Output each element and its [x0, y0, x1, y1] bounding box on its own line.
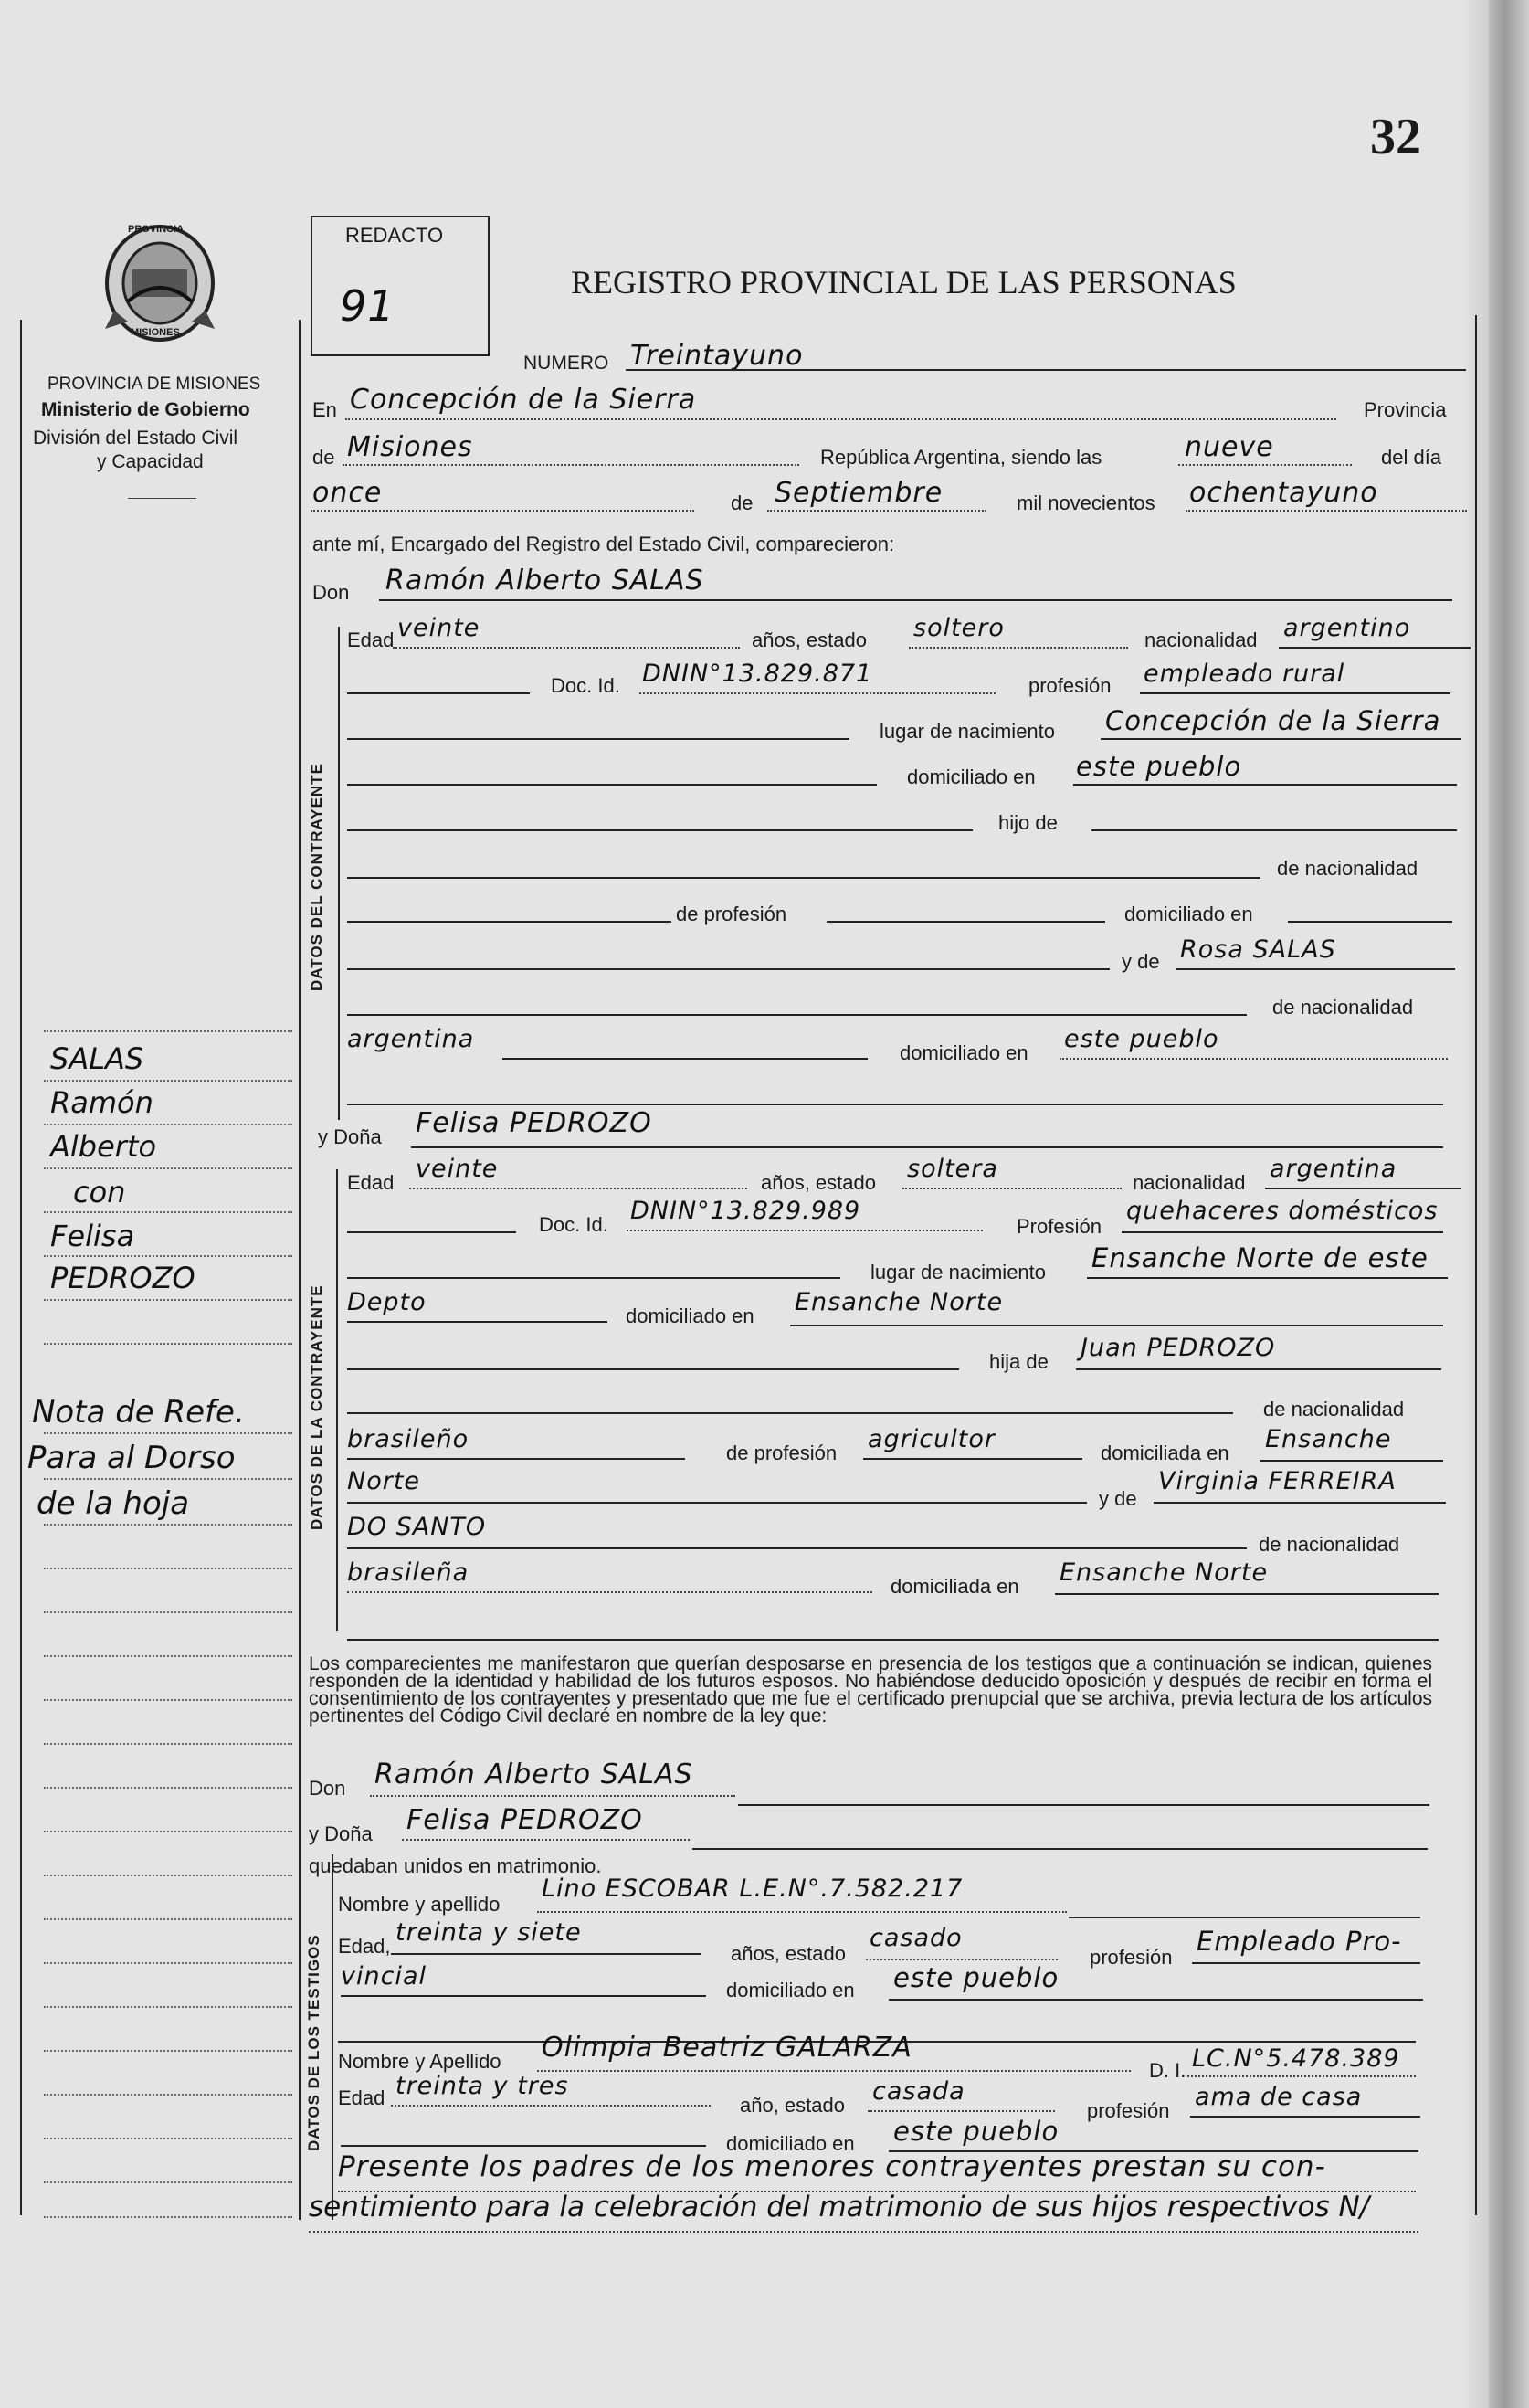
margin-rule: [44, 1918, 292, 1920]
decl-closing: quedaban unidos en matrimonio.: [309, 1854, 602, 1877]
contrayente-f-estado: soltera: [907, 1155, 998, 1183]
nacionalidad-madre-pre-line: [347, 1014, 1247, 1016]
office-capacity: y Capacidad: [97, 451, 204, 472]
provincia-line: [343, 464, 799, 466]
f-lugar-nac-pre-line: [347, 1277, 840, 1279]
profesion-padre-line: [827, 921, 1105, 923]
t1-nombre-line: [537, 1911, 1067, 1913]
f-doc-pre-line: [347, 1231, 516, 1233]
margin-nota-2: Para al Dorso: [27, 1440, 236, 1476]
nacionalidad-label: nacionalidad: [1144, 628, 1258, 651]
f-edad-label: Edad: [347, 1171, 395, 1194]
margin-rule: [44, 2181, 292, 2183]
de-nacionalidad-label: de nacionalidad: [1277, 857, 1418, 880]
de-profesion-label: de profesión: [676, 903, 787, 925]
t2-profesion-line: [1190, 2116, 1420, 2118]
doc-label: Doc. Id.: [551, 674, 620, 697]
t1-estado-line: [866, 1959, 1058, 1960]
f-domiciliado-line: [790, 1325, 1443, 1326]
office-ministry: Ministerio de Gobierno: [41, 399, 250, 420]
f-profesion-line: [1122, 1231, 1443, 1233]
lugar-nac-pre-line: [347, 738, 849, 740]
t2-doc: LC.N°5.478.389: [1192, 2044, 1400, 2073]
contrayente-f-nombre: Felisa PEDROZO: [416, 1107, 652, 1139]
padre-nac-line: [347, 1458, 685, 1460]
f-nac-padre-pre-line: [347, 1412, 1233, 1414]
f-doc-label: Doc. Id.: [539, 1213, 608, 1236]
margin-rule: [44, 1962, 292, 1964]
anio-line: [1186, 510, 1467, 512]
t2-estado-label: año, estado: [740, 2094, 845, 2117]
decl-dona: Felisa PEDROZO: [406, 1804, 643, 1836]
margin-ramon: Ramón: [50, 1085, 153, 1120]
t1-domicilio-line: [889, 1999, 1423, 2001]
republica-label: República Argentina, siendo las: [820, 446, 1102, 469]
f-y-de-label: y de: [1099, 1487, 1137, 1510]
decl-don-line: [370, 1795, 735, 1797]
margin-alberto: Alberto: [50, 1129, 157, 1164]
domiciliado-pre-line: [347, 784, 877, 786]
contrayente-bracket: [338, 627, 340, 1120]
t1-nombre: Lino ESCOBAR L.E.N°.7.582.217: [542, 1875, 964, 1903]
contrayente-f-padre: Juan PEDROZO: [1081, 1334, 1276, 1362]
contrayente-nombre: Ramón Alberto SALAS: [385, 565, 704, 597]
t1-nombre-label: Nombre y apellido: [338, 1893, 501, 1916]
margin-rule: [44, 1124, 292, 1125]
t2-doc-line: [1187, 2075, 1416, 2077]
t1-edad: treinta y siete: [395, 1918, 582, 1947]
contrayente-f-madre-1: Virginia FERREIRA: [1158, 1467, 1397, 1495]
margin-rule: [44, 1568, 292, 1569]
seal-text-top: PROVINCIA: [128, 224, 185, 235]
lugar-line: [345, 418, 1336, 420]
estado-line: [909, 647, 1128, 649]
seal-text-bottom: MISIONES: [131, 327, 180, 338]
hora-value: nueve: [1185, 431, 1274, 463]
decl-dona-label: y Doña: [309, 1822, 373, 1845]
office-division: División del Estado Civil: [33, 428, 238, 449]
f-madre-2-line: [347, 1547, 1247, 1549]
edad-line: [393, 647, 740, 649]
nota-final-line2-rule: [309, 2231, 1418, 2233]
page-title: REGISTRO PROVINCIAL DE LAS PERSONAS: [571, 264, 1237, 301]
margin-rule: [44, 1080, 292, 1082]
contrayente-f-madre-2: DO SANTO: [347, 1513, 487, 1541]
margin-rule: [44, 1611, 292, 1613]
f-de-nacionalidad-label-2: de nacionalidad: [1259, 1533, 1400, 1556]
f-edad-line: [409, 1188, 747, 1189]
page-edge: [1489, 0, 1529, 2408]
ante-mi-text: ante mí, Encargado del Registro del Estado Civil, comparecieron:: [312, 533, 895, 555]
testigos-bracket: [332, 1854, 333, 2220]
madre-nac-line: [502, 1058, 868, 1060]
hijo-line: [1091, 829, 1457, 831]
contrayente-domicilio: este pueblo: [1076, 751, 1242, 782]
f-madre-line: [1154, 1502, 1446, 1504]
t1-estado-label: años, estado: [731, 1942, 846, 1965]
contrayente-end-line: [347, 1104, 1443, 1105]
hijo-de-label: hijo de: [998, 811, 1058, 834]
margin-rule: [44, 1875, 292, 1876]
dia-line: [311, 510, 694, 512]
t2-edad-label: Edad: [338, 2086, 385, 2109]
en-label: En: [312, 398, 337, 421]
contrayente-nacionalidad: argentino: [1283, 614, 1411, 642]
t2-domiciliado-label: domiciliado en: [726, 2132, 855, 2155]
t2-profesion: ama de casa: [1195, 2083, 1363, 2111]
t1-estado: casado: [870, 1924, 963, 1952]
margin-rule: [44, 1743, 292, 1745]
page-number: 32: [1370, 109, 1421, 165]
f-de-profesion-label: de profesión: [726, 1442, 838, 1464]
f-lugar-nac-2-line: [347, 1321, 607, 1323]
madre-domicilio: este pueblo: [1064, 1025, 1219, 1053]
contrayente-doc: DNIN°13.829.871: [642, 660, 873, 688]
redacto-label: REDACTO: [345, 224, 444, 247]
y-de-label: y de: [1122, 950, 1160, 973]
contrayente-f-edad: veinte: [416, 1155, 499, 1183]
t1-profesion-2-line: [341, 1995, 706, 1997]
mil-label: mil novecientos: [1017, 491, 1155, 514]
decl-dona-line-2: [692, 1848, 1428, 1850]
f-nacionalidad-line: [1265, 1188, 1461, 1189]
contrayente-f-profesion: quehaceres domésticos: [1126, 1197, 1439, 1225]
contrayente-f-domicilio: Ensanche Norte: [795, 1288, 1004, 1316]
contrayente-edad: veinte: [397, 614, 480, 642]
redacto-value: 91: [340, 281, 395, 331]
t2-edad-line: [391, 2105, 711, 2107]
t2-edad: treinta y tres: [395, 2072, 569, 2100]
margin-rule: [44, 1299, 292, 1301]
margin-rule: [44, 1030, 292, 1032]
domiciliado-en-label: domiciliado en: [1124, 903, 1253, 925]
contrayente-f-lugar-nac-1: Ensanche Norte de este: [1091, 1242, 1429, 1273]
f-doc-line: [627, 1230, 983, 1231]
margin-rule: [44, 2050, 292, 2052]
padre-dom-2-line: [347, 1502, 1087, 1504]
de-label: de: [312, 446, 335, 469]
margin-rule: [44, 2094, 292, 2096]
nota-final-line2: sentimiento para la celebración del matrimonio de sus hijos respectivos N/: [309, 2191, 1370, 2223]
lugar-value: Concepción de la Sierra: [350, 384, 697, 416]
margin-rule: [44, 1655, 292, 1657]
hija-de-label: hija de: [989, 1350, 1049, 1373]
doc-line: [639, 692, 996, 694]
f-hija-pre-line: [347, 1368, 959, 1370]
t2-estado-line: [868, 2110, 1055, 2112]
margin-rule: [44, 1787, 292, 1789]
f-nacionalidad-label: nacionalidad: [1133, 1171, 1246, 1194]
domiciliado-label-2: domiciliado en: [900, 1041, 1028, 1064]
margin-con: con: [73, 1175, 126, 1209]
right-border: [1475, 315, 1477, 2215]
f-end-line: [347, 1639, 1439, 1641]
margin-rule: [44, 1831, 292, 1832]
lugar-nac-line: [1101, 738, 1461, 740]
padre-dom-line: [1260, 1460, 1443, 1462]
madre-dom-line: [1060, 1058, 1448, 1060]
domiciliado-line: [1073, 784, 1457, 786]
dona-line: [411, 1146, 1443, 1148]
testigos-section-label: DATOS DE LOS TESTIGOS: [305, 1934, 322, 2151]
f-lugar-nac-line: [1087, 1277, 1448, 1279]
t2-nombre: Olimpia Beatriz GALARZA: [542, 2032, 912, 2064]
padre-domicilio-1: Ensanche: [1265, 1425, 1392, 1453]
t2-domicilio: este pueblo: [893, 2116, 1060, 2147]
t1-profesion-2: vincial: [341, 1962, 427, 1991]
t1-profesion-1: Empleado Pro-: [1197, 1926, 1402, 1957]
profesion-padre-pre-line: [347, 921, 671, 923]
margin-rule: [44, 1343, 292, 1345]
margin-rule: [44, 1211, 292, 1213]
mes-value: Septiembre: [775, 477, 944, 509]
dona-label: y Doña: [318, 1125, 382, 1148]
t1-domicilio: este pueblo: [893, 1962, 1060, 1993]
f-lugar-nac-label: lugar de nacimiento: [870, 1261, 1047, 1283]
lugar-nac-label: lugar de nacimiento: [880, 720, 1056, 743]
padre-nacionalidad: brasileño: [347, 1425, 469, 1453]
t2-profesion-label: profesión: [1087, 2099, 1170, 2122]
t2-doc-label: D. I.: [1149, 2059, 1186, 2082]
nota-final-line1: Presente los padres de los menores contrayentes prestan su con-: [338, 2150, 1326, 2183]
margin-rule: [44, 1524, 292, 1526]
de-nacionalidad-label-2: de nacionalidad: [1272, 996, 1414, 1019]
anios-estado-label: años, estado: [752, 628, 867, 651]
t1-edad-line: [391, 1953, 701, 1955]
numero-label: NUMERO: [523, 353, 609, 374]
edad-label: Edad: [347, 628, 395, 651]
hijo-pre-line: [347, 829, 973, 831]
decl-dona-line: [402, 1839, 690, 1841]
don-line: [379, 599, 1452, 601]
margin-felisa: Felisa: [50, 1219, 135, 1253]
contrayente-estado: soltero: [913, 614, 1005, 642]
f-madre-nacionalidad: brasileña: [347, 1558, 469, 1587]
contrayente-f-doc: DNIN°13.829.989: [630, 1197, 861, 1225]
margin-nota-3: de la hoja: [37, 1485, 190, 1522]
dia-value: once: [312, 477, 383, 509]
profesion-label: profesión: [1028, 674, 1112, 697]
decl-don-line-2: [738, 1804, 1429, 1806]
domicilio-padre-line: [1288, 921, 1452, 923]
t1-profesion-label: profesión: [1090, 1946, 1173, 1969]
f-de-nacionalidad-label: de nacionalidad: [1263, 1398, 1405, 1421]
f-estado-line: [902, 1188, 1122, 1189]
margin-rule: [44, 1255, 292, 1257]
profesion-line: [1140, 692, 1450, 694]
margin-divider: [299, 320, 301, 2220]
madre-pre-line: [347, 968, 1110, 970]
domiciliada-label: domiciliada en: [1101, 1442, 1229, 1464]
padre-profesion: agricultor: [868, 1425, 996, 1453]
domiciliado-label: domiciliado en: [907, 766, 1036, 788]
margin-rule: [44, 1699, 292, 1701]
margin-rule: [44, 2006, 292, 2008]
declaration-text: Los comparecientes me manifestaron que querían desposarse en presencia de los testigos que a continuación se indican, quienes responden de la identidad y habilidad de los futuros esposos. No habiéndose deducido oposición y después de recibir en forma el consentimiento de los contrayentes y presentado que me fue el certificado prenupcial que se archiva, previa lectura de los artículos pertinentes del Código Civil declaré en nombre de la ley que:: [309, 1653, 1432, 1727]
provincia-label: Provincia: [1364, 398, 1447, 421]
t1-edad-label: Edad,: [338, 1935, 391, 1958]
contrayente-section-label: DATOS DEL CONTRAYENTE: [308, 763, 325, 991]
margin-rule: [44, 1432, 292, 1434]
f-anios-estado-label: años, estado: [761, 1171, 876, 1194]
office-province: PROVINCIA DE MISIONES: [47, 375, 261, 394]
t2-nombre-label: Nombre y Apellido: [338, 2050, 501, 2073]
don-label: Don: [312, 581, 350, 604]
f-madre-domicilio: Ensanche Norte: [1060, 1558, 1269, 1587]
madre-line: [1176, 968, 1455, 970]
anio-value: ochentayuno: [1189, 477, 1378, 509]
f-madre-dom-line: [1055, 1593, 1439, 1595]
t1-profesion-line: [1192, 1962, 1420, 1964]
t1-domiciliado-label: domiciliado en: [726, 1979, 855, 2001]
decl-don: Ramón Alberto SALAS: [374, 1758, 693, 1790]
f-domiciliada-label-2: domiciliada en: [891, 1575, 1019, 1598]
contrayente-lugar-nac: Concepción de la Sierra: [1105, 705, 1441, 736]
nacionalidad-line: [1279, 647, 1471, 649]
madre-nacionalidad: argentina: [347, 1025, 475, 1053]
contrayente-f-bracket: [336, 1169, 338, 1631]
doc-pre-line: [347, 692, 530, 694]
f-profesion-label: Profesión: [1017, 1215, 1102, 1238]
margin-rule: [44, 2216, 292, 2218]
numero-line: [626, 369, 1466, 371]
contrayente-f-lugar-nac-2: Depto: [347, 1288, 427, 1316]
de-label-2: de: [731, 491, 754, 514]
contrayente-madre: Rosa SALAS: [1180, 935, 1336, 964]
margin-salas: SALAS: [50, 1041, 144, 1076]
f-hija-line: [1076, 1368, 1441, 1370]
nacionalidad-padre-line: [347, 877, 1260, 879]
t1-nombre-line-2: [1069, 1917, 1420, 1918]
left-margin-rule: [20, 320, 22, 2215]
margin-rule: [44, 2138, 292, 2139]
margin-rule: [44, 1167, 292, 1169]
contrayente-profesion: empleado rural: [1144, 660, 1345, 688]
margin-nota-1: Nota de Refe.: [32, 1394, 245, 1431]
margin-pedrozo: PEDROZO: [50, 1261, 195, 1295]
provincia-value: Misiones: [347, 431, 473, 463]
padre-domicilio-2: Norte: [347, 1467, 421, 1495]
t2-estado: casada: [872, 2077, 965, 2106]
t2-dom-pre-line: [341, 2145, 706, 2147]
margin-rule: [44, 1478, 292, 1480]
office-divider: [128, 498, 196, 499]
hora-line: [1178, 464, 1352, 466]
decl-don-label: Don: [309, 1777, 346, 1800]
f-domiciliado-label: domiciliado en: [626, 1304, 754, 1327]
padre-prof-line: [863, 1458, 1082, 1460]
contrayente-f-nacionalidad: argentina: [1270, 1155, 1397, 1183]
del-dia-label: del día: [1381, 446, 1442, 469]
f-madre-nac-line: [347, 1591, 872, 1593]
contrayente-f-section-label: DATOS DE LA CONTRAYENTE: [308, 1284, 325, 1530]
mes-line: [767, 510, 986, 512]
t2-nombre-line: [537, 2070, 1131, 2072]
numero-value: Treintayuno: [630, 340, 804, 372]
